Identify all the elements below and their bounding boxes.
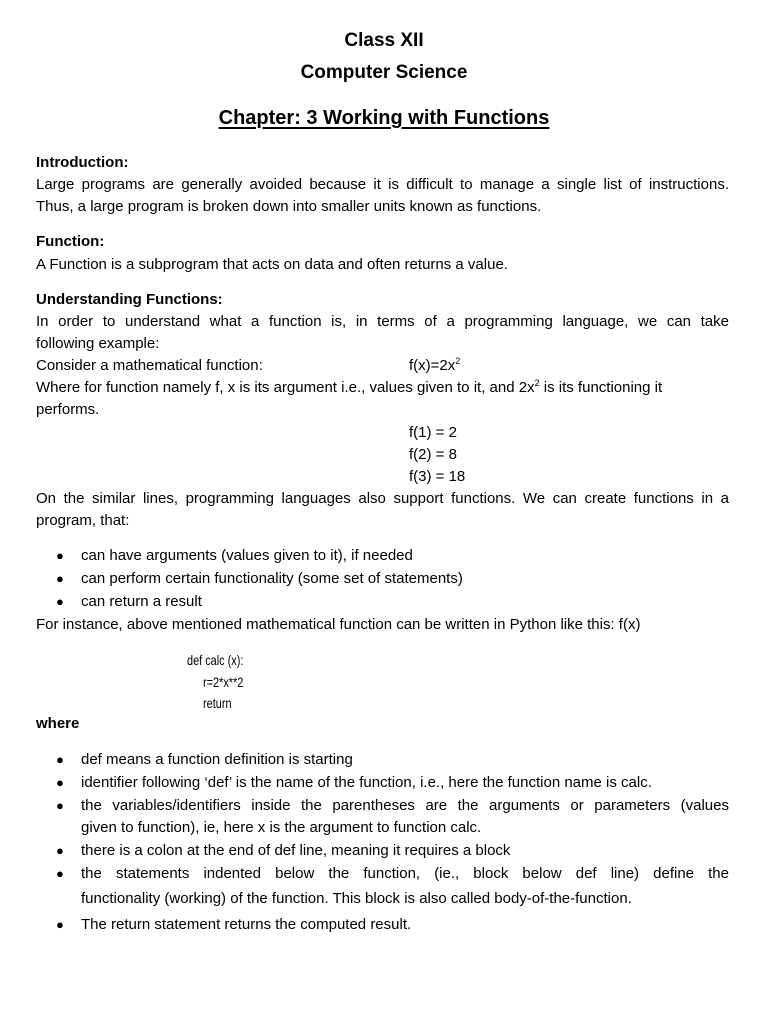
bullet-icon: ●: [56, 798, 64, 813]
introduction-line-2: Thus, a large program is broken down into smaller units known as functions.: [36, 198, 542, 215]
math-formula: $f(x)=2x^2$: [409, 356, 461, 374]
bullet-icon: ●: [56, 548, 64, 563]
code-line-1: def calc (x):: [187, 652, 244, 668]
where-bullet-5-line-1: the statements indented below the function, (ie., block below def line) define the: [81, 865, 729, 882]
where-bullet-6: The return statement returns the computed result.: [81, 916, 412, 933]
bullet-icon: ●: [56, 917, 64, 932]
consider-text: Consider a mathematical function:: [36, 357, 263, 374]
bullet-item-1: can have arguments (values given to it), if needed: [81, 547, 413, 564]
bullet-icon: ●: [56, 843, 64, 858]
where-heading: where: [36, 715, 80, 732]
code-line-2: r=2*x**2: [203, 674, 244, 690]
bullet-icon: ●: [56, 866, 64, 881]
where-line: Where for function namely f, x is its argument i.e., values given to it, and $2x^2$ is its functioning it: [36, 378, 663, 396]
where-bullet-4: there is a colon at the end of def line, meaning it requires a block: [81, 842, 511, 859]
function-line-1: A Function is a subprogram that acts on data and often returns a value.: [36, 256, 508, 273]
example-f1: f(1) = 2: [409, 424, 457, 441]
where-bullet-3-line-2: given to function), ie, here x is the argument to function calc.: [81, 819, 482, 836]
code-line-3: return: [203, 695, 232, 711]
where-bullet-3-line-1: the variables/identifiers inside the parentheses are the arguments or parameters (values: [81, 797, 729, 814]
bullet-icon: ●: [56, 594, 64, 609]
example-f3: f(3) = 18: [409, 468, 466, 485]
bullet-icon: ●: [56, 752, 64, 767]
chapter-title: Chapter: 3 Working with Functions: [218, 107, 550, 129]
bullet-icon: ●: [56, 775, 64, 790]
where-bullet-5-line-2: functionality (working) of the function. This block is also called body-of-the-function.: [81, 890, 632, 907]
understanding-heading: Understanding Functions:: [36, 291, 223, 308]
example-f2: f(2) = 8: [409, 446, 457, 463]
similar-line-1: On the similar lines, programming languages also support functions. We can create functions in a: [36, 490, 729, 507]
instance-line: For instance, above mentioned mathematical function can be written in Python like this: f(x): [36, 616, 641, 633]
class-title: Class XII: [344, 30, 424, 51]
function-heading: Function:: [36, 233, 105, 250]
introduction-heading: Introduction:: [36, 154, 129, 171]
understanding-line-2: following example:: [36, 335, 160, 352]
understanding-line-1: In order to understand what a function is, in terms of a programming language, we can take: [36, 313, 729, 330]
performs-line: performs.: [36, 401, 100, 418]
where-bullet-1: def means a function definition is starting: [81, 751, 353, 768]
introduction-line-1: Large programs are generally avoided because it is difficult to manage a single list of instructions.: [36, 176, 729, 193]
subject-title: Computer Science: [300, 62, 468, 83]
bullet-item-2: can perform certain functionality (some set of statements): [81, 570, 463, 587]
where-bullet-2: identifier following ‘def’ is the name of the function, i.e., here the function name is calc.: [81, 774, 652, 791]
bullet-item-3: can return a result: [81, 593, 202, 610]
similar-line-2: program, that:: [36, 512, 130, 529]
bullet-icon: ●: [56, 571, 64, 586]
